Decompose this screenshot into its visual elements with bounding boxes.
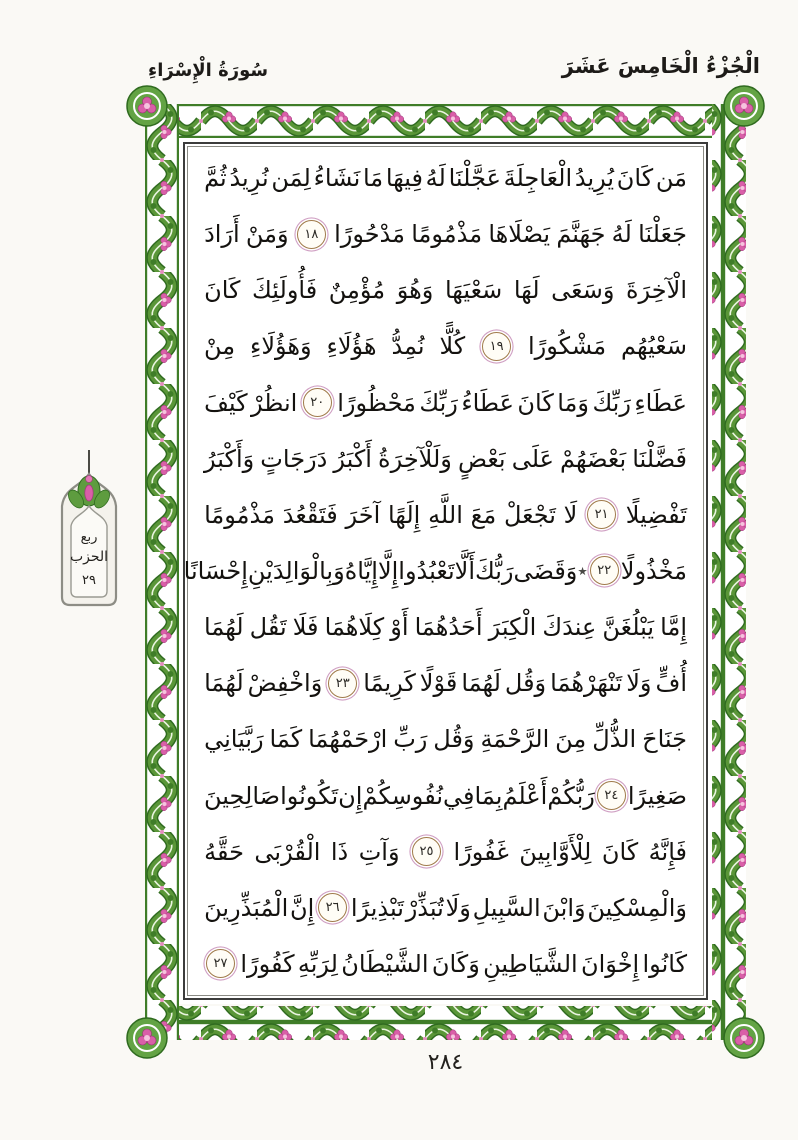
quran-word: دَرَجَاتٍ bbox=[260, 444, 328, 473]
quran-word: يَصْلَاهَا bbox=[488, 220, 551, 249]
quran-word: حَقَّهُ bbox=[204, 837, 244, 866]
quran-word: الشَّيْطَانُ bbox=[341, 949, 429, 978]
quran-word: نُمِدُّ bbox=[391, 332, 425, 361]
quran-word: وَهَؤُلَاءِ bbox=[250, 332, 312, 361]
quran-word: جَعَلْنَا bbox=[638, 220, 687, 249]
aya-end-marker: ٢٦ bbox=[318, 893, 347, 922]
quran-word: كَانَ bbox=[204, 276, 241, 305]
quran-word: مَخْذُولًا bbox=[620, 556, 687, 585]
aya-end-marker: ٢١ bbox=[587, 500, 616, 529]
quran-line bbox=[183, 556, 687, 586]
quran-line bbox=[204, 275, 687, 305]
quran-word: إِلَّا bbox=[377, 556, 399, 585]
quran-word: وَكَانَ bbox=[431, 949, 480, 978]
quran-lines bbox=[183, 153, 693, 989]
quran-word: لَا bbox=[563, 500, 578, 529]
quran-word: رَبُّكُمْ bbox=[547, 781, 595, 810]
quran-word: أَلَّا bbox=[454, 556, 476, 585]
quran-word: عِندَكَ bbox=[542, 613, 597, 642]
quran-word: هَؤُلَاءِ bbox=[326, 332, 377, 361]
quran-word: وَبِالْوَالِدَيْنِ bbox=[247, 556, 345, 585]
quran-word: كَرِيمًا bbox=[363, 669, 416, 698]
quran-word: أَعْلَمُ bbox=[502, 781, 548, 810]
quran-word: رَبِّكَ bbox=[419, 388, 458, 417]
quran-word: فِيهَا bbox=[385, 164, 423, 192]
quran-word: وَلَلْآخِرَةُ bbox=[378, 444, 452, 473]
marker-line3: ٢٩ bbox=[82, 573, 96, 588]
quran-word: إِيَّاهُ bbox=[344, 556, 378, 585]
quran-word: وَآتِ bbox=[358, 837, 400, 866]
quran-word: سَعْيُهُم bbox=[621, 332, 687, 361]
quran-word: وَمَنْ bbox=[245, 220, 289, 249]
quran-word: كَانَ bbox=[616, 164, 654, 192]
marker-line2: الحزب bbox=[69, 549, 109, 565]
quran-word: لِلْأَوَّابِينَ bbox=[519, 837, 592, 866]
quran-word: جَهَنَّمَ bbox=[556, 220, 606, 249]
quran-word: صَالِحِينَ bbox=[204, 781, 281, 810]
quran-word: أَوْ bbox=[390, 613, 409, 642]
quran-word: وَمَا bbox=[557, 388, 589, 417]
quran-word: رَبَّيَانِي bbox=[204, 725, 264, 754]
quran-word: الْمُبَذِّرِينَ bbox=[204, 893, 289, 922]
page-number: ٢٨٤ bbox=[427, 1050, 464, 1075]
aya-end-marker: ٢٢ bbox=[590, 556, 619, 585]
quran-word: رَبُّكَ bbox=[475, 556, 514, 585]
quran-word: إِخْوَانَ bbox=[581, 949, 640, 978]
quran-line bbox=[204, 612, 687, 642]
quran-line bbox=[204, 331, 687, 361]
quran-word: إِمَّا bbox=[660, 613, 687, 642]
quran-word: نَشَاءُ bbox=[313, 164, 361, 192]
aya-end-marker: ٢٧ bbox=[206, 949, 235, 978]
quran-word: كُلًّا bbox=[439, 332, 466, 361]
quran-word: لَهُ bbox=[611, 220, 632, 249]
quran-word: مِنْ bbox=[204, 332, 236, 361]
quran-word: إِنَّ bbox=[290, 893, 315, 922]
quran-word: سَعْيَهَا bbox=[444, 276, 503, 305]
quran-word: السَّبِيلِ bbox=[472, 893, 541, 922]
quran-line bbox=[204, 724, 687, 754]
quran-word: لَهَا bbox=[513, 276, 540, 305]
quran-line bbox=[204, 781, 687, 811]
rub-el-hizb-symbol: ٭ bbox=[577, 559, 588, 582]
quran-word: آخَرَ bbox=[345, 500, 381, 529]
aya-end-marker: ١٩ bbox=[482, 332, 511, 361]
quran-word: صَغِيرًا bbox=[627, 781, 687, 810]
quran-word: لِرَبِّهِ bbox=[297, 949, 338, 978]
quran-word: مَحْظُورًا bbox=[337, 388, 416, 417]
quran-line bbox=[204, 388, 687, 418]
quran-word: وَاخْفِضْ bbox=[247, 669, 323, 698]
quran-word: وَهُوَ bbox=[396, 276, 434, 305]
frame-inner-border-thin bbox=[183, 146, 704, 996]
quran-word: رَبِّ bbox=[393, 725, 428, 754]
quran-line bbox=[204, 837, 687, 867]
quran-word: اللَّهِ bbox=[428, 500, 463, 529]
quran-word: فِي bbox=[443, 781, 475, 810]
quran-word: كَانُوا bbox=[642, 949, 687, 978]
quran-word: مِنَ bbox=[555, 725, 587, 754]
quran-word: كَمَا bbox=[269, 725, 303, 754]
quran-word: وَلَا bbox=[626, 669, 652, 698]
quran-word: الْآخِرَةَ bbox=[625, 276, 687, 305]
quran-line bbox=[204, 500, 687, 530]
quran-word: لَهُمَا bbox=[461, 669, 501, 698]
quran-line bbox=[204, 444, 687, 474]
quran-word: الرَّحْمَةِ bbox=[480, 725, 550, 754]
quran-word: تُبَذِّرْ bbox=[405, 893, 444, 922]
quran-word: مُؤْمِنٌ bbox=[328, 276, 386, 305]
quran-word: وَابْنَ bbox=[542, 893, 586, 922]
quran-word: تَعْبُدُوا bbox=[398, 556, 455, 585]
quran-word: ارْحَمْهُمَا bbox=[308, 725, 388, 754]
quran-word: يَبْلُغَنَّ bbox=[602, 613, 655, 642]
rub-al-hizb-ornament bbox=[50, 448, 128, 620]
quran-word: بَعْضَهُمْ bbox=[560, 444, 627, 473]
quran-word: رَبِّكَ bbox=[592, 388, 631, 417]
quran-word: الْقُرْبَى bbox=[254, 837, 321, 866]
quran-word: إِحْسَانًا bbox=[183, 556, 248, 585]
quran-word: وَسَعَى bbox=[551, 276, 615, 305]
quran-word: وَالْمِسْكِينَ bbox=[587, 893, 687, 922]
quran-word: عَطَاءُ bbox=[461, 388, 514, 417]
quran-word: لَهُ bbox=[425, 164, 446, 192]
quran-word: وَقَضَى bbox=[513, 556, 578, 585]
rub-al-hizb-marker bbox=[50, 448, 128, 620]
quran-word: إِن bbox=[338, 781, 363, 810]
quran-word: يُرِيدُ bbox=[574, 164, 615, 192]
quran-word: مَن bbox=[655, 164, 687, 192]
quran-word: فَأُولَئِكَ bbox=[252, 276, 318, 305]
quran-word: وَأَكْبَرُ bbox=[204, 444, 255, 473]
marker-line1: ربع bbox=[80, 530, 98, 545]
quran-word: قَوْلًا bbox=[419, 669, 458, 698]
quran-word: الْعَاجِلَةَ bbox=[503, 164, 573, 192]
quran-word: مَشْكُورًا bbox=[527, 332, 607, 361]
quran-word: جَنَاحَ bbox=[642, 725, 687, 754]
quran-line bbox=[204, 668, 687, 698]
quran-line bbox=[204, 163, 687, 193]
juz-header: الْجُزْءُ الْخَامِسَ عَشَرَ bbox=[561, 54, 760, 78]
quran-word: مَذْمُومًا bbox=[204, 500, 275, 529]
quran-word: لِمَن bbox=[271, 164, 311, 192]
quran-word: غَفُورًا bbox=[453, 837, 509, 866]
quran-word: أَكْبَرُ bbox=[333, 444, 372, 473]
quran-word: كَانَ bbox=[517, 388, 554, 417]
quran-word: كَانَ bbox=[601, 837, 639, 866]
quran-word: نُفُوسِكُمْ bbox=[362, 781, 444, 810]
quran-word: وَلَا bbox=[445, 893, 471, 922]
quran-word: تَجْعَلْ bbox=[503, 500, 556, 529]
aya-end-marker: ٢٥ bbox=[412, 837, 441, 866]
quran-word: لَهُمَا bbox=[204, 669, 244, 698]
quran-word: مَدْحُورًا bbox=[334, 220, 406, 249]
quran-word: كَفُورًا bbox=[240, 949, 295, 978]
quran-line bbox=[204, 949, 687, 979]
quran-word: الْكِبَرَ bbox=[488, 613, 537, 642]
quran-word: وَقُل bbox=[433, 725, 475, 754]
quran-word: مَذْمُومًا bbox=[411, 220, 483, 249]
aya-end-marker: ١٨ bbox=[297, 220, 326, 249]
quran-word: فَتَقْعُدَ bbox=[282, 500, 338, 529]
aya-end-marker: ٢٤ bbox=[597, 781, 626, 810]
quran-word: أُفٍّ bbox=[655, 669, 687, 698]
ornamental-frame bbox=[145, 104, 746, 1038]
quran-line bbox=[204, 219, 687, 249]
quran-word: إِلَهًا bbox=[387, 500, 421, 529]
quran-word: وَقُل bbox=[504, 669, 547, 698]
quran-word: بَعْضٍ bbox=[457, 444, 506, 473]
quran-word: لَهُمَا bbox=[204, 613, 244, 642]
quran-word: عَطَاءِ bbox=[634, 388, 687, 417]
quran-word: أَحَدُهُمَا bbox=[414, 613, 483, 642]
quran-word: الشَّيَاطِينِ bbox=[483, 949, 578, 978]
quran-word: تَبْذِيرًا bbox=[350, 893, 404, 922]
quran-word: ذَا bbox=[330, 837, 349, 866]
quran-word: كِلَاهُمَا bbox=[324, 613, 385, 642]
quran-word: كَيْفَ bbox=[204, 388, 248, 417]
quran-word: مَعَ bbox=[470, 500, 497, 529]
quran-word: عَلَى bbox=[511, 444, 554, 473]
frame-inner-border bbox=[183, 142, 708, 1000]
quran-word: نُرِيدُ bbox=[229, 164, 269, 192]
quran-word: عَجَّلْنَا bbox=[448, 164, 501, 192]
quran-word: فَإِنَّهُ bbox=[648, 837, 687, 866]
quran-word: أَرَادَ bbox=[204, 220, 240, 249]
aya-end-marker: ٢٣ bbox=[328, 669, 357, 698]
quran-word: انظُرْ bbox=[251, 388, 298, 417]
aya-end-marker: ٢٠ bbox=[303, 388, 332, 417]
quran-word: تَكُونُوا bbox=[280, 781, 339, 810]
quran-word: الذُّلِّ bbox=[592, 725, 637, 754]
surah-header: سُورَةُ الْإِسْرَاءِ bbox=[148, 60, 269, 81]
quran-word: فَلَا bbox=[292, 613, 319, 642]
quran-word: مَا bbox=[362, 164, 384, 192]
quran-word: تَقُل bbox=[249, 613, 287, 642]
quran-word: تَفْضِيلًا bbox=[625, 500, 687, 529]
quran-word: ثُمَّ bbox=[204, 164, 227, 192]
quran-line bbox=[204, 893, 687, 923]
quran-word: تَنْهَرْهُمَا bbox=[550, 669, 623, 698]
quran-word: فَضَّلْنَا bbox=[632, 444, 687, 473]
quran-word: بِمَا bbox=[474, 781, 503, 810]
